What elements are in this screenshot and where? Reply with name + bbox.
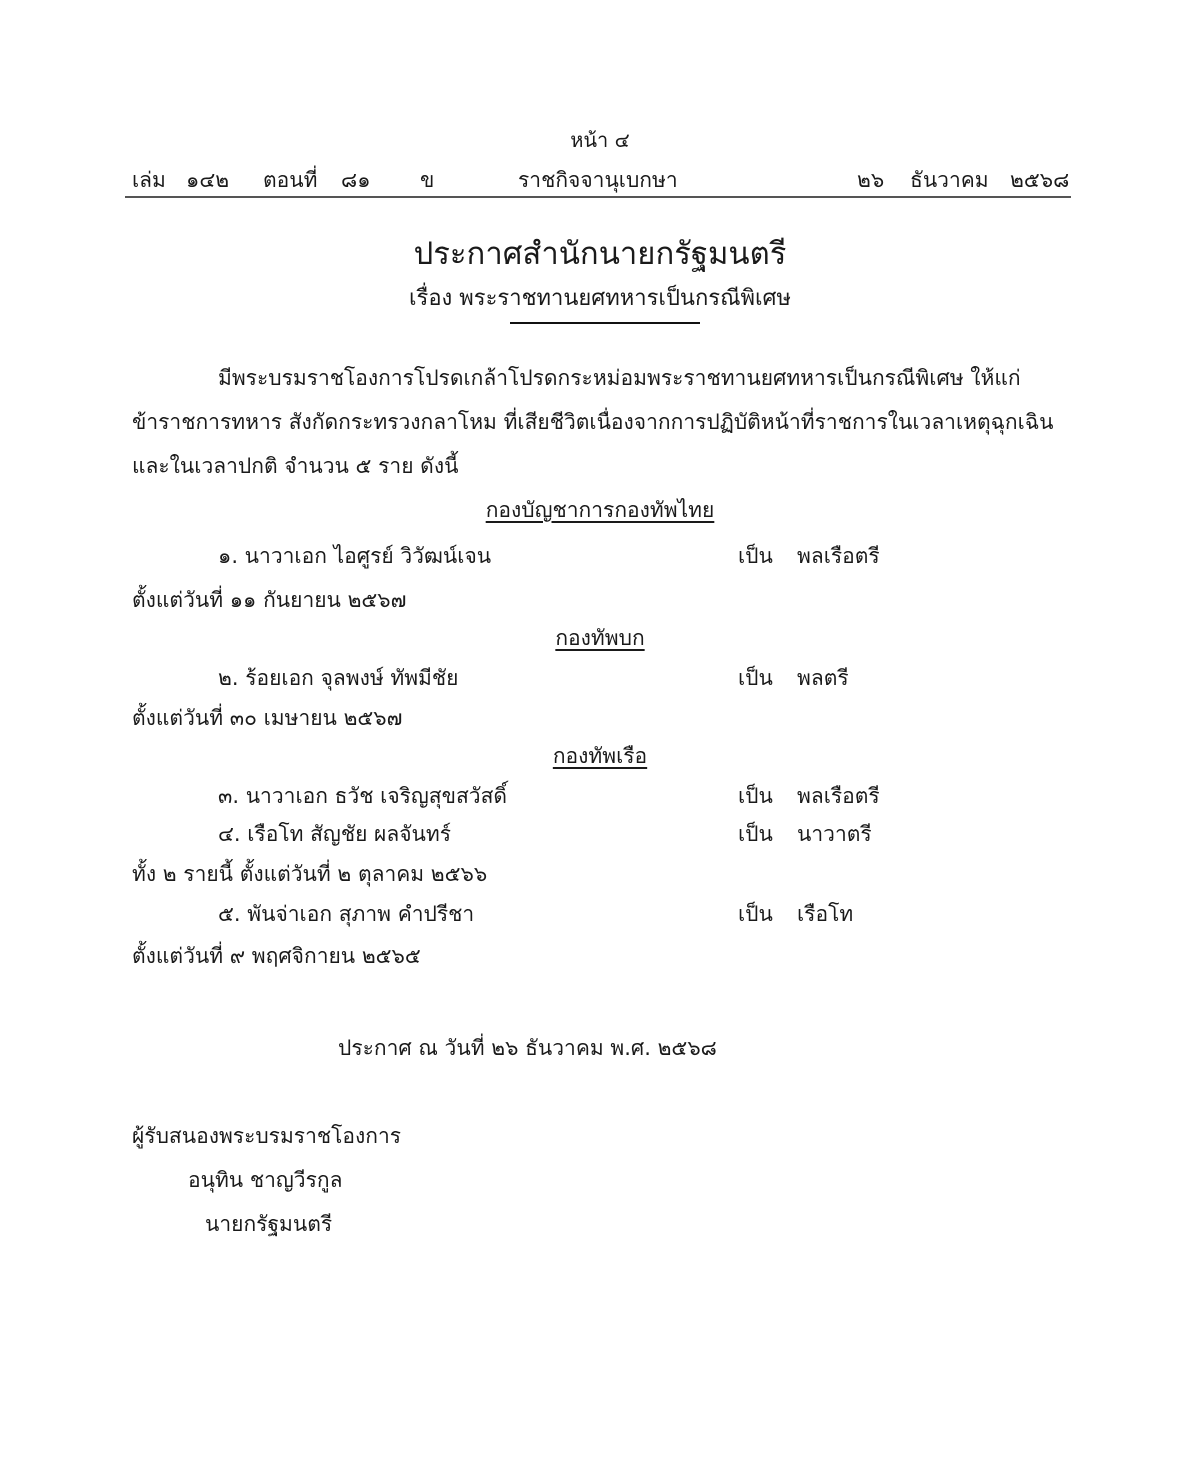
signatory-title: นายกรัฐมนตรี <box>205 1212 333 1236</box>
section-label: ตอนที่ <box>263 168 318 192</box>
entry-row <box>0 780 1200 810</box>
effective-date: ทั้ง ๒ รายนี้ ตั้งแต่วันที่ ๒ ตุลาคม ๒๕๖๖ <box>132 862 488 886</box>
effective-date: ตั้งแต่วันที่ ๙ พฤศจิกายน ๒๕๖๕ <box>132 944 421 968</box>
section-heading-army: กองทัพบก <box>555 626 645 650</box>
header-date-year: ๒๕๖๘ <box>1010 168 1070 192</box>
publication-name: ราชกิจจานุเบกษา <box>518 168 678 192</box>
title-divider <box>510 322 700 324</box>
entry-pen: เป็น <box>738 822 773 846</box>
header-divider <box>125 196 1071 198</box>
entry-name: ๑. นาวาเอก ไอศูรย์ วิวัฒน์เจน <box>218 544 492 568</box>
entry-pen: เป็น <box>738 544 773 568</box>
entry-rank: พลเรือตรี <box>797 784 880 808</box>
document-subject: เรื่อง พระราชทานยศทหารเป็นกรณีพิเศษ <box>408 286 791 311</box>
section-heading-navy: กองทัพเรือ <box>552 744 648 768</box>
entry-name: ๕. พันจ่าเอก สุภาพ คำปรีชา <box>218 902 475 926</box>
intro-line-3: และในเวลาปกติ จำนวน ๕ ราย ดังนี้ <box>132 454 459 478</box>
entry-name: ๒. ร้อยเอก จุลพงษ์ ทัพมีชัย <box>218 666 459 690</box>
entry-pen: เป็น <box>738 666 773 690</box>
section-number: ๘๑ <box>341 168 371 192</box>
volume-label: เล่ม <box>132 168 166 192</box>
entry-pen: เป็น <box>738 784 773 808</box>
page-number: หน้า ๔ <box>570 128 630 152</box>
entry-pen: เป็น <box>738 902 773 926</box>
entry-rank: นาวาตรี <box>797 822 872 846</box>
intro-line-1: มีพระบรมราชโองการโปรดเกล้าโปรดกระหม่อมพระราชทานยศทหารเป็นกรณีพิเศษ ให้แก่ <box>218 366 1021 390</box>
countersign-label: ผู้รับสนองพระบรมราชโองการ <box>132 1124 402 1148</box>
entry-rank: พลตรี <box>797 666 849 690</box>
entry-name: ๓. นาวาเอก ธวัช เจริญสุขสวัสดิ์ <box>218 784 508 808</box>
entry-name: ๔. เรือโท สัญชัย ผลจันทร์ <box>218 822 452 846</box>
section-type: ข <box>420 168 435 192</box>
entry-row <box>0 540 1200 570</box>
section-heading-armed-forces-hq: กองบัญชาการกองทัพไทย <box>485 498 715 522</box>
announcement-date: ประกาศ ณ วันที่ ๒๖ ธันวาคม พ.ศ. ๒๕๖๘ <box>338 1036 717 1060</box>
header-date-month: ธันวาคม <box>910 168 989 192</box>
entry-row <box>0 818 1200 848</box>
entry-row <box>0 898 1200 928</box>
intro-line-2: ข้าราชการทหาร สังกัดกระทรวงกลาโหม ที่เสียชีวิตเนื่องจากการปฏิบัติหน้าที่ราชการในเวลาเหตุฉุกเฉิน <box>132 410 1054 434</box>
entry-row <box>0 662 1200 692</box>
signatory-name: อนุทิน ชาญวีรกูล <box>188 1168 343 1192</box>
volume-number: ๑๔๒ <box>186 168 230 192</box>
header-date-day: ๒๖ <box>857 168 885 192</box>
effective-date: ตั้งแต่วันที่ ๓๐ เมษายน ๒๕๖๗ <box>132 706 403 730</box>
effective-date: ตั้งแต่วันที่ ๑๑ กันยายน ๒๕๖๗ <box>132 588 407 612</box>
document-title: ประกาศสำนักนายกรัฐมนตรี <box>413 236 787 272</box>
entry-rank: พลเรือตรี <box>797 544 880 568</box>
entry-rank: เรือโท <box>797 902 854 926</box>
